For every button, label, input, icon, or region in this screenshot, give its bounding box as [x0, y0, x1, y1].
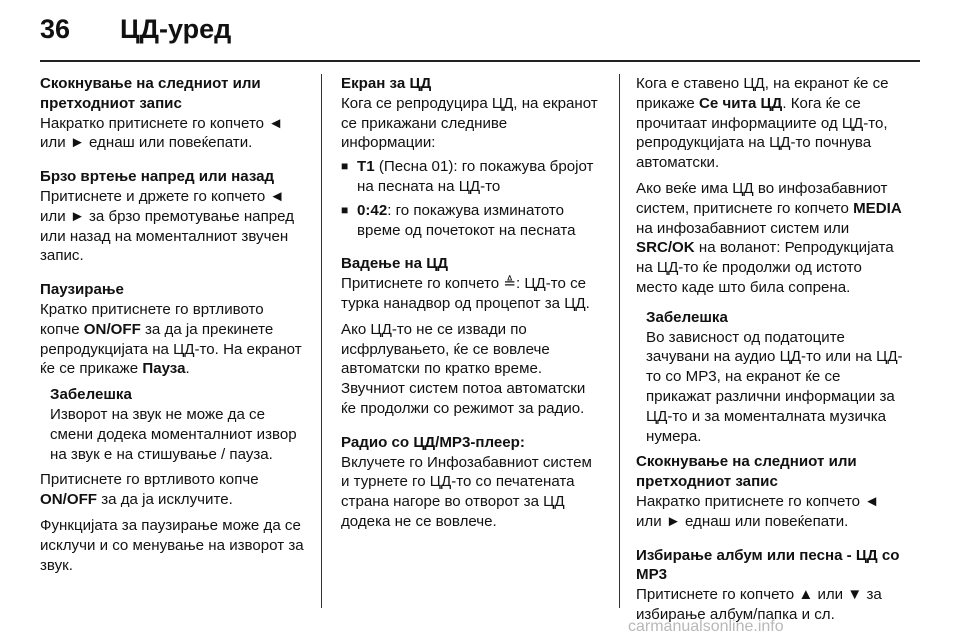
section-radio-cd: [341, 433, 604, 532]
bold-run: 0:42: [357, 201, 388, 219]
note-title: Забелешка: [50, 386, 132, 404]
section-text: Притиснете го копчето ≜: ЦД-то се турка нанадвор од процепот за ЦД.: [341, 275, 590, 312]
text-run: за да ја исклучите.: [97, 491, 233, 509]
note-block: [636, 308, 906, 447]
bullet-square-icon: ■: [341, 202, 349, 217]
section-eject: [341, 254, 604, 418]
section-title: Брзо вртење напред или назад: [40, 168, 275, 186]
watermark: carmanualsonline.info: [628, 618, 784, 635]
note-text: Изворот на звук не може да се смени додека моменталниот извор на звук е на стишување / пауза.: [50, 405, 297, 463]
section-pause: [40, 280, 304, 379]
section-text: Накратко притиснете го копчето ◄ или ► еднаш или повеќепати.: [40, 114, 284, 152]
note-title: Забелешка: [646, 308, 728, 326]
column-divider-2: [619, 74, 620, 608]
section-skip-track: [40, 74, 304, 153]
column-divider-1: [321, 74, 322, 608]
section-text: Вклучете го Инфозабавниот систем и турнете го ЦД-то со печатената страна нагоре во отворот за ЦД додека не се вовлече.: [341, 453, 592, 530]
paragraph: [636, 179, 906, 298]
section-text: Притиснете го копчето ▲ или ▼ за избирање албум/папка и сл.: [636, 586, 882, 623]
bold-run: Се чита ЦД: [699, 94, 783, 112]
bold-run: ON/OFF: [40, 491, 98, 509]
text-run: Ако веќе има ЦД во инфозабавниот систем, притиснете го копчето: [636, 179, 888, 217]
paragraph: [40, 470, 304, 510]
section-title: Екран за ЦД: [341, 75, 432, 92]
text-run: Кога е ставено ЦД, на екранот ќе се прикаже: [636, 75, 889, 112]
page-number: 36: [40, 14, 71, 44]
column-3: [636, 74, 906, 639]
section-skip-track: [636, 452, 906, 531]
text-run: : го покажува изминатото време од почетокот на песната: [357, 201, 576, 239]
section-text: Притиснете и држете го копчето ◄ или ► за брзо премотување напред или назад на моменталниот звучен запис.: [40, 187, 295, 265]
page-title: ЦД-уред: [120, 14, 232, 44]
section-title: Вадење на ЦД: [341, 255, 449, 273]
note-text: Во зависност од податоците зачувани на аудио ЦД-то или на ЦД-то со МР3, на екранот ќе се прикажат различни информации за ЦД-то и за моменталната музичка нумера.: [646, 328, 903, 445]
bullet-item: [341, 157, 604, 197]
column-2: [341, 74, 604, 546]
paragraph-text: [40, 470, 304, 510]
section-title: Паузирање: [40, 281, 124, 299]
text-run: (Песна 01): го покажува бројот на песната на ЦД-то: [357, 158, 594, 195]
bold-run: SRC/OK: [636, 239, 695, 257]
bullet-text: [357, 201, 604, 241]
text-run: за да ја прекинете репродукцијата на ЦД-то. На екранот ќе се прикаже: [40, 320, 302, 378]
section-select-album: [636, 546, 906, 625]
bullet-text: [357, 157, 604, 197]
section-title: Избирање албум или песна - ЦД со МР3: [636, 546, 900, 584]
section-title: Скокнување на следниот или претходниот запис: [636, 453, 857, 491]
section-title: Радио со ЦД/МР3-плеер:: [341, 433, 525, 451]
page-header: [40, 14, 231, 45]
bold-run: T1: [357, 158, 375, 176]
text-run: . Кога ќе се прочитаат информациите од ЦД-то, репродукцијата на ЦД-то почнува автоматски.: [636, 94, 888, 172]
section-cd-display: [341, 74, 604, 240]
paragraph-text: [636, 74, 906, 173]
section-text: Накратко притиснете го копчето ◄ или ► еднаш или повеќепати.: [636, 492, 880, 530]
note-block: [40, 385, 304, 464]
paragraph-text: [636, 179, 906, 298]
header-rule: [40, 60, 920, 62]
section-text: Ако ЦД-то не се извади по исфрлувањето, ќе се вовлече автоматски по кратко време. Звучниот систем потоа автоматски ќе продолжи со режимот за радио.: [341, 320, 586, 417]
paragraph-text: Функцијата за паузирање може да се исклучи и со менување на изворот за звук.: [40, 516, 304, 574]
paragraph: [40, 516, 304, 575]
bold-run: ON/OFF: [83, 320, 141, 338]
text-run: на инфозабавниот систем или: [636, 219, 850, 237]
text-run: .: [185, 360, 190, 378]
bullet-item: [341, 201, 604, 241]
paragraph: [636, 74, 906, 173]
column-1: [40, 74, 304, 589]
bullet-square-icon: ■: [341, 159, 349, 174]
text-run: Притиснете го вртливото копче: [40, 471, 259, 489]
section-fast-forward: [40, 167, 304, 266]
bold-run: Пауза: [142, 360, 186, 378]
section-text: Кога се репродуцира ЦД, на екранот се прикажани следниве информации:: [341, 94, 598, 152]
text-run: Кратко притиснете го вртливото копче: [40, 300, 264, 338]
section-text: [40, 300, 304, 379]
bold-run: MEDIA: [853, 199, 902, 217]
text-run: на воланот: Репродукцијата на ЦД-то ќе продолжи од истото место каде што била сопрена.: [636, 239, 894, 296]
section-title: Скокнување на следниот или претходниот запис: [40, 75, 261, 112]
